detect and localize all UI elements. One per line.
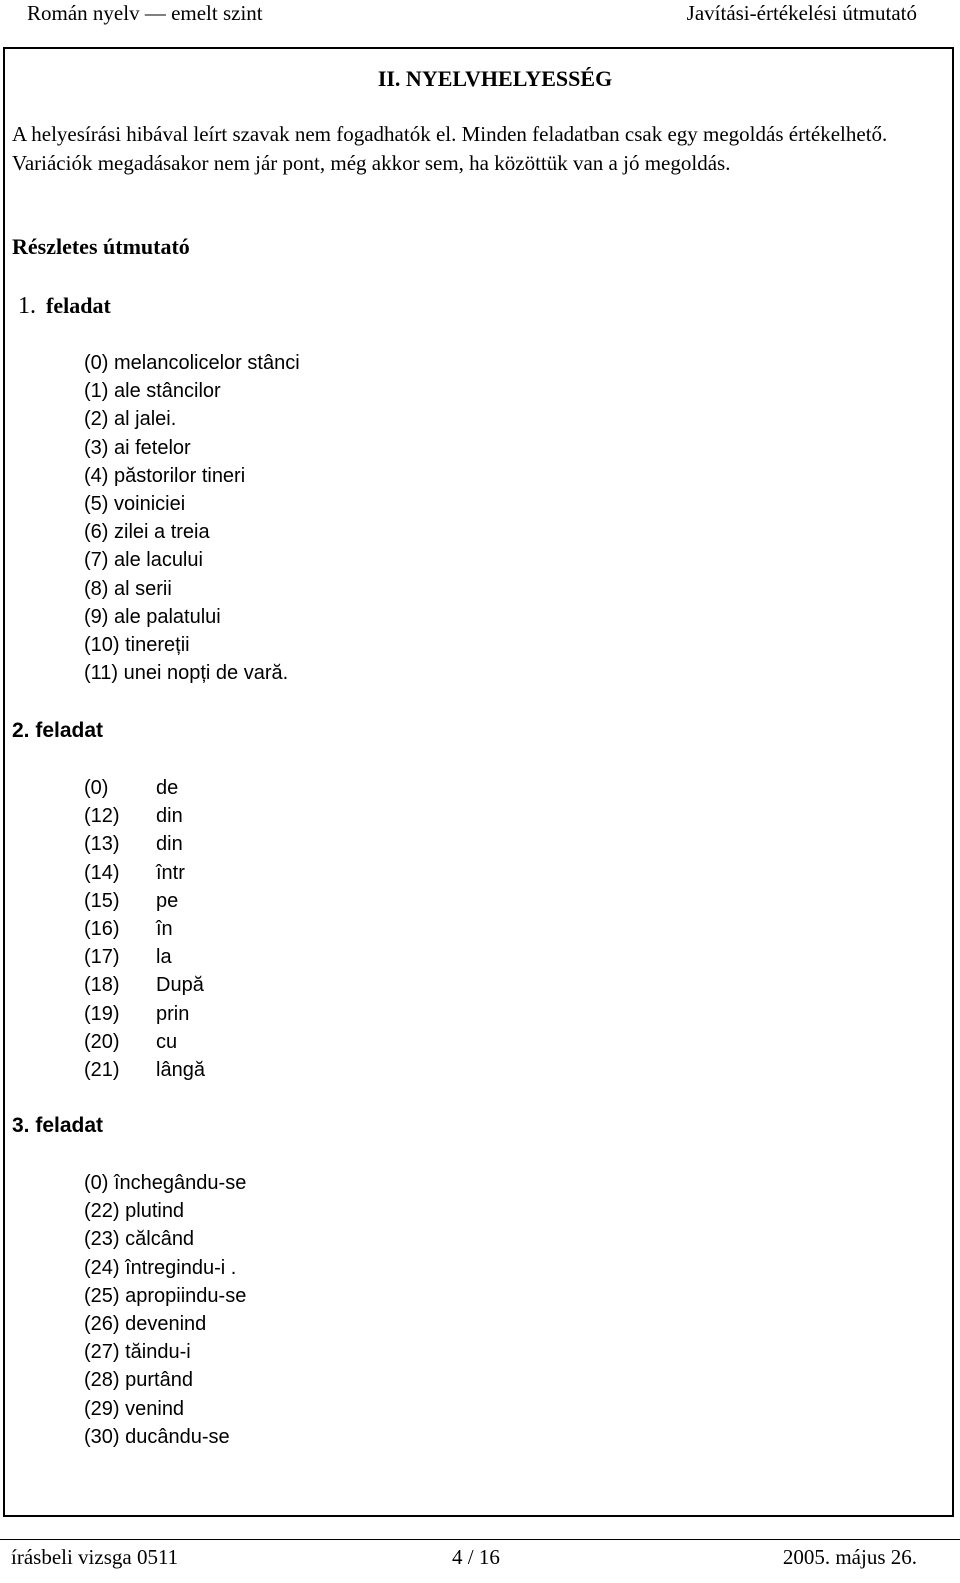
item-answer: în xyxy=(156,918,173,941)
item-answer: la xyxy=(156,946,172,969)
item-index: (20) xyxy=(84,1030,120,1053)
list-item xyxy=(84,943,205,971)
list-item: (10) tinereții xyxy=(84,634,190,657)
item-answer: de xyxy=(156,777,179,799)
task1-number: 1. xyxy=(18,293,36,319)
list-item: (5) voiniciei xyxy=(84,493,186,516)
page-footer xyxy=(0,1539,960,1583)
list-item: (3) ai fetelor xyxy=(84,436,191,459)
item-index: (14) xyxy=(84,861,120,884)
item-index: (12) xyxy=(84,805,120,828)
item-index: (15) xyxy=(84,889,120,912)
item-index: (13) xyxy=(84,833,120,856)
item-answer: pe xyxy=(156,889,179,912)
item-answer: într xyxy=(156,861,185,884)
footer-date: 2005. május 26. xyxy=(782,1545,917,1569)
list-item: (23) călcând xyxy=(84,1228,195,1251)
page-header xyxy=(0,0,960,30)
list-item: (7) ale lacului xyxy=(84,549,203,572)
list-item: (2) al jalei. xyxy=(84,408,177,431)
list-item xyxy=(84,802,205,830)
list-item xyxy=(84,1028,205,1056)
task2-answer-list xyxy=(84,774,205,1084)
item-answer: lângă xyxy=(156,1059,205,1082)
section-title: II. NYELVHELYESSÉG xyxy=(377,66,613,91)
item-index: (21) xyxy=(84,1059,120,1082)
footer-exam-code: írásbeli vizsga 0511 xyxy=(11,1545,179,1569)
task1-word: feladat xyxy=(46,293,111,318)
details-heading: Részletes útmutató xyxy=(12,234,190,259)
list-item xyxy=(84,915,205,943)
header-subject: Román nyelv — emelt szint xyxy=(27,1,263,25)
item-answer: din xyxy=(156,833,183,856)
list-item: (6) zilei a treia xyxy=(84,521,210,544)
list-item: (22) plutind xyxy=(84,1200,185,1223)
list-item xyxy=(84,830,205,858)
task1-title xyxy=(18,293,111,320)
item-index: (0) xyxy=(84,777,109,799)
list-item: (30) ducându-se xyxy=(84,1425,230,1448)
task3-answer-list xyxy=(84,1169,246,1451)
item-answer: din xyxy=(156,805,183,828)
list-item xyxy=(84,1000,205,1028)
list-item: (1) ale stâncilor xyxy=(84,380,221,403)
intro-paragraph: A helyesírási hibával leírt szavak nem fogadhatók el. Minden feladatban csak egy megoldás értékelhető. Variációk megadásakor nem jár pont, még akkor sem, ha közöttük van a jó megoldás. xyxy=(12,122,888,175)
list-item: (25) apropiindu-se xyxy=(84,1284,247,1307)
list-item: (0) închegându-se xyxy=(84,1172,247,1194)
list-item: (8) al serii xyxy=(84,577,172,600)
list-item: (27) tăindu-i xyxy=(84,1341,191,1364)
list-item xyxy=(84,774,205,802)
list-item: (26) devenind xyxy=(84,1313,207,1336)
item-answer: După xyxy=(156,974,204,997)
list-item: (4) păstorilor tineri xyxy=(84,464,246,487)
task1-answer-list xyxy=(84,349,300,687)
list-item xyxy=(84,887,205,915)
task3-title: 3. feladat xyxy=(12,1114,104,1137)
header-guide-title: Javítási-értékelési útmutató xyxy=(686,1,917,25)
list-item: (9) ale palatului xyxy=(84,605,221,628)
item-index: (19) xyxy=(84,1002,120,1025)
item-index: (16) xyxy=(84,918,120,941)
list-item: (24) întregindu-i . xyxy=(84,1256,237,1279)
item-index: (18) xyxy=(84,974,120,997)
list-item: (11) unei nopți de vară. xyxy=(84,662,289,685)
list-item: (0) melancolicelor stânci xyxy=(84,352,300,374)
item-index: (17) xyxy=(84,946,120,969)
footer-page-number: 4 / 16 xyxy=(452,1545,500,1569)
list-item xyxy=(84,971,205,999)
list-item xyxy=(84,1056,205,1084)
list-item xyxy=(84,859,205,887)
item-answer: prin xyxy=(156,1002,190,1025)
list-item: (28) purtând xyxy=(84,1369,193,1392)
list-item: (29) venind xyxy=(84,1397,185,1420)
item-answer: cu xyxy=(156,1030,178,1053)
task2-title: 2. feladat xyxy=(12,719,104,742)
footer-rule xyxy=(0,1539,960,1540)
